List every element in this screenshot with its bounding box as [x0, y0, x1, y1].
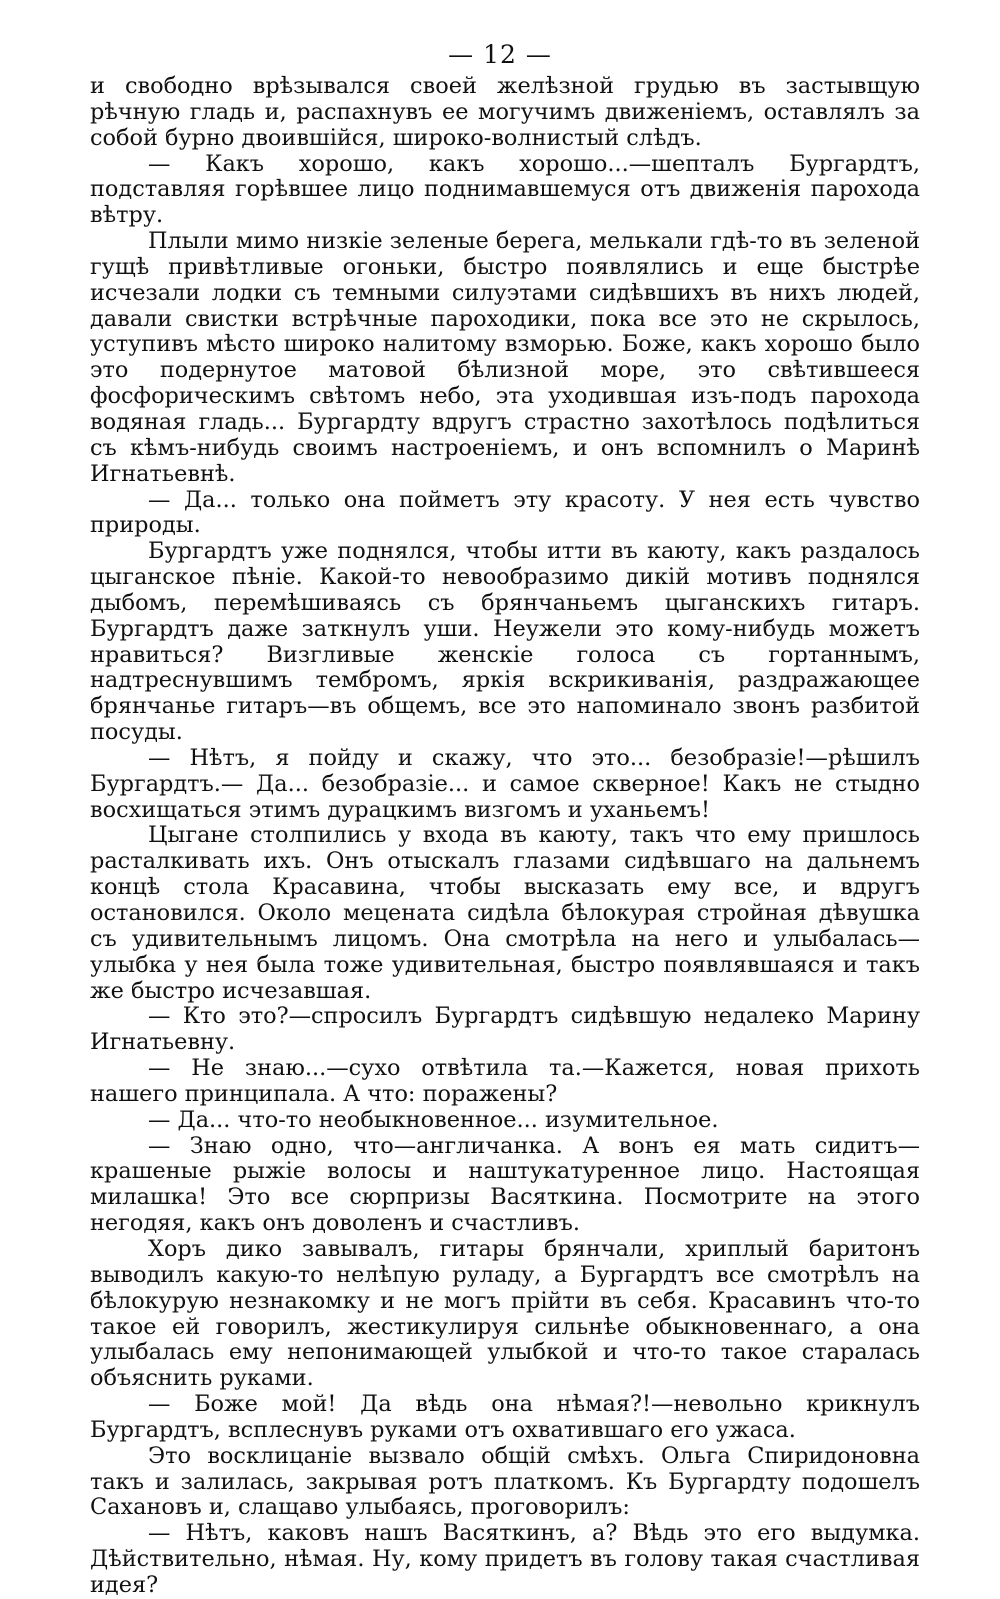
paragraph: — Знаю одно, что—англичанка. А вонъ ея мать сидитъ—крашеные рыжiе волосы и наштукатуренное лицо. Настоящая милашка! Это все сюрпризы Васяткина. Посмотрите на этого негодяя, какъ онъ доволенъ и счастливъ. [90, 1132, 920, 1237]
paragraph: Плыли мимо низкiе зеленые берега, мелькали гдѣ-то въ зеленой гущѣ привѣтливые огоньки, быстро появлялись и еще быстрѣе исчезали лодки съ темными силуэтами сидѣвшихъ въ нихъ людей, давали свистки встрѣчные пароходики, пока все это не скрылось, уступивъ мѣсто широко налитому взморью. Боже, какъ хорошо было это подернутое матовой бѣлизной море, это свѣтившееся фосфорическимъ свѣтомъ небо, эта уходившая изъ-подъ парохода водяная гладь... Бургардту вдругъ страстно захотѣлось подѣлиться съ кѣмъ-нибудь своимъ настроенiемъ, и онъ вспомнилъ о Маринѣ Игнатьевнѣ. [90, 228, 920, 487]
paragraph: — Кто это?—спросилъ Бургардтъ сидѣвшую недалеко Марину Игнатьевну. [90, 1003, 920, 1056]
paragraph: Бургардтъ уже поднялся, чтобы итти въ каюту, какъ раздалось цыганское пѣнiе. Какой-то невообразимо дикiй мотивъ поднялся дыбомъ, перемѣшиваясь съ брянчаньемъ цыганскихъ гитаръ. Бургардтъ даже заткнулъ уши. Неужели это кому-нибудь можетъ нравиться? Визгливые женскiе голоса съ гортаннымъ, надтреснувшимъ тембромъ, яркiя вскрикиванiя, раздражающее брянчанье гитаръ—въ общемъ, все это напоминало звонъ разбитой посуды. [90, 538, 920, 746]
paragraph: Это восклицанiе вызвало общiй смѣхъ. Ольга Спиридоновна такъ и залилась, закрывая ротъ платкомъ. Къ Бургардту подошелъ Сахановъ и, слащаво улыбаясь, проговорилъ: [90, 1442, 920, 1521]
paragraph: — Нѣтъ, я пойду и скажу, что это... безобразiе!—рѣшилъ Бургардтъ.— Да... безобразiе... и самое скверное! Какъ не стыдно восхищаться этимъ дурацкимъ визгомъ и уханьемъ! [90, 744, 920, 823]
paragraph: и свободно врѣзывался своей желѣзной грудью въ застывщую рѣчную гладь и, распахнувъ ее могучимъ движенiемъ, оставлялъ за собой бурно двоившiйся, широко-волнистый слѣдъ. [90, 73, 920, 151]
paragraph: — Не знаю...—сухо отвѣтила та.—Кажется, новая прихоть нашего принципала. А что: поражены? [90, 1055, 920, 1107]
paragraph: — Какъ хорошо, какъ хорошо...—шепталъ Бургардтъ, подставляя горѣвшее лицо поднимавшемуся отъ движенiя парохода вѣтру. [90, 150, 920, 229]
paragraph: — Боже мой! Да вѣдь она нѣмая?!—невольно крикнулъ Бургардтъ, всплеснувъ руками отъ охватившаго его ужаса. [90, 1391, 920, 1443]
paragraph: Цыгане столпились у входа въ каюту, такъ что ему пришлось расталкивать ихъ. Онъ отыскалъ глазами сидѣвшаго на дальнемъ концѣ стола Красавина, чтобы высказать ему все, и вдругъ остановился. Около мецената сидѣла бѣлокурая стройная дѣвушка съ удивительнымъ лицомъ. Она смотрѣла на него и улыбалась—улыбка у нея была тоже удивительная, быстро появлявшаяся и такъ же быстро исчезавшая. [90, 822, 920, 1004]
page-text [90, 74, 920, 1599]
paragraph: Хоръ дико завывалъ, гитары брянчали, хриплый баритонъ выводилъ какую-то нелѣпую руладу, а Бургардтъ все смотрѣлъ на бѣлокурую незнакомку и не могъ прiйти въ себя. Красавинъ что-то такое ей говорилъ, жестикулируя сильнѣе обыкновеннаго, а она улыбалась ему непонимающей улыбкой и что-то такое старалась объяснить руками. [90, 1235, 920, 1392]
page-number: — 12 — [448, 40, 552, 69]
paragraph: — Да... что-то необыкновенное... изумительное. [148, 1106, 719, 1133]
paragraph: — Нѣтъ, каковъ нашъ Васяткинъ, а? Вѣдь это его выдумка. Дѣйствительно, нѣмая. Ну, кому придетъ въ голову такая счастливая идея? [90, 1520, 920, 1598]
paragraph: — Да... только она пойметъ эту красоту. У нея есть чувство природы. [90, 486, 920, 539]
